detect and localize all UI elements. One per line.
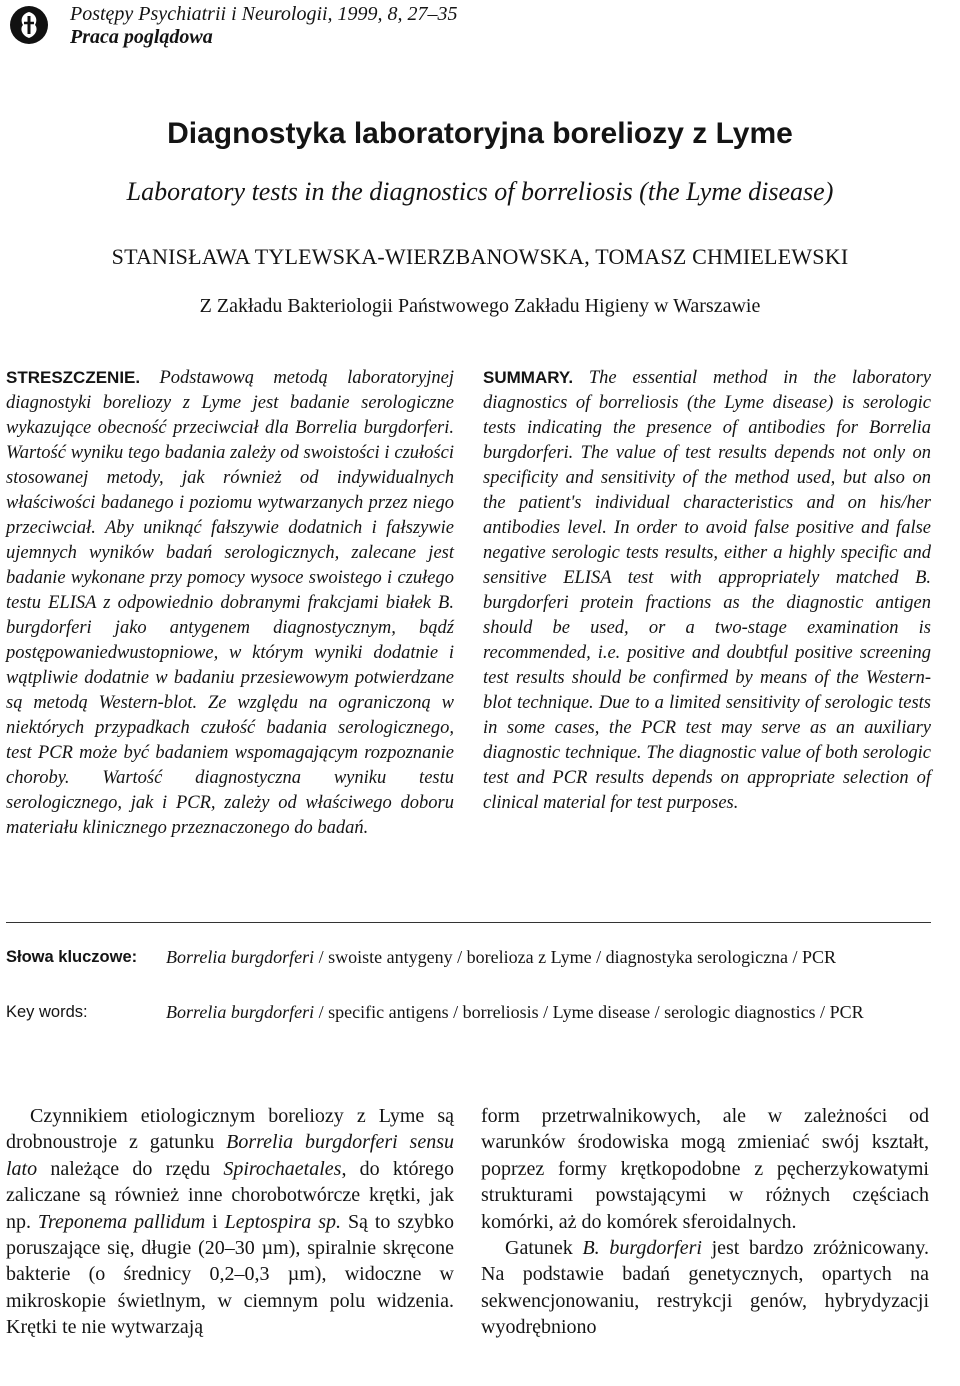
keywords-polish-text [166,945,936,969]
affiliation: Z Zakładu Bakteriologii Państwowego Zakładu Higieny w Warszawie [199,295,761,317]
journal-logo-icon [8,4,50,46]
abstract-polish-text: Podstawową metodą laboratoryjnej diagnostyki boreliozy z Lyme jest badanie serologiczne wykazujące obecność przeciwciał dla Borrelia burgdorferi. Wartość wyniku tego badania zależy od swoistości i czułości stosowanej metody, jak również od indywidualnych właściwości badanego i poziomu wytwarzanych przez niego przeciwciał. Aby uniknąć fałszywie dodatnich i fałszywie ujemnych wyników badań serologicznych, zalecane jest badanie wykonane przy pomocy wysoce swoistego i czułego testu ELISA z odpowiednio dobranymi frakcjami białek B. burgdorferi jako antygenem diagnostycznym, bądź postępowaniedwustopniowe, w którym wyniki dodatnie i wątpliwie dodatnie w badaniu przesiewowym potwierdzane są metodą Western-blot. Ze względu na ograniczoną w niektórych przypadkach czułość badania serologicznego, test PCR może być badaniem wspomagającym rozpoznanie choroby. Wartość diagnostyczna wyniku testu serologicznego, jak i PCR, zależy od właściwego doboru materiału klinicznego przeznaczonego do badań. [6,368,454,838]
journal-citation: Postępy Psychiatrii i Neurologii, 1999, 8, 27–35 [70,3,458,25]
keywords-polish-rest: / swoiste antygeny / borelioza z Lyme / diagnostyka serologiczna / PCR [314,947,837,967]
abstract-english-text: The essential method in the laboratory diagnostics of borreliosis (the Lyme disease) is serologic tests indicating the presence of antibodies for Borrelia burgdorferi. The value of test results depends not only on specificity and sensitivity of the method used, but also on the patient's individual characteristics and on his/her antibodies level. In order to avoid false positive and false negative serologic tests results, either a highly specific and sensitive ELISA test with appropriately matched B. burgdorferi protein fractions as the diagnostic antigen should be used, or a two-stage examination is recommended, i.e. positive and doubtful positive screening test results should be confirmed by means of the Western-blot technique. Due to a limited sensitivity of serologic tests in some cases, the PCR test may serve as an auxiliary diagnostic technique. The diagnostic value of both serologic test and PCR results depends on appropriate selection of clinical material for test purposes. [483,368,931,813]
body-text: Gatunek [505,1237,583,1260]
keywords-english-rest: / specific antigens / borreliosis / Lyme disease / serologic diagnostics / PCR [314,1002,864,1022]
journal-header [70,3,458,49]
body-paragraph: form przetrwalnikowych, ale w zależności od warunków środowiska mogą zmieniać swój kształt, poprzez formy krętkopodobne z pęcherzykowatymi strukturami powstającymi w różnych częściach komórki, aż do komórek sferoidalnych. [481,1105,929,1233]
body-column-left [6,1103,454,1341]
body-text: Czynnikiem etiologicznym boreliozy z Lyme są drobnoustroje z gatunku [6,1105,454,1154]
body-term: B. burgdorferi [582,1237,702,1260]
abstract-polish-label: STRESZCZENIE. [6,368,141,387]
authors: STANISŁAWA TYLEWSKA-WIERZBANOWSKA, TOMASZ CHMIELEWSKI [111,244,849,269]
body-text: Są to szybko poruszające się, długie (20–30 µm), spiralnie skręcone bakterie (o średnicy 0,2–0,3 µm), widoczne w mikroskopie świetlnym, w ciemnym polu widzenia. Krętki te nie wytwarzają [6,1210,454,1339]
body-term: Treponema pallidum [37,1210,206,1233]
article-type: Praca poglądowa [70,26,213,48]
body-term: Borrelia burgdorferi sensu lato [6,1131,455,1180]
keywords-polish-term: Borrelia burgdorferi [166,947,315,967]
body-term: Spirochaetales [223,1157,342,1180]
body-term: Leptospira sp. [224,1210,342,1233]
body-text: jest bardzo zróżnicowany. Na podstawie badań genetycznych, opartych na sekwencjonowaniu, restrykcji genów, hybrydyzacji wyodrębniono [481,1237,929,1339]
abstract-english-label: SUMMARY. [483,368,574,387]
abstract-polish [6,365,454,841]
keywords-english-text [166,1000,936,1024]
body-column-right [481,1103,929,1341]
article-subtitle: Laboratory tests in the diagnostics of borreliosis (the Lyme disease) [126,177,834,206]
abstract-english [483,365,931,816]
body-text: , do którego zaliczane są również inne chorobotwórcze krętki, jak np. [6,1157,455,1233]
body-paragraph [481,1235,929,1341]
body-text: i [205,1210,225,1233]
body-text: należące do rzędu [37,1157,224,1180]
keywords-polish-label: Słowa kluczowe: [6,948,138,966]
keywords-english-term: Borrelia burgdorferi [166,1002,315,1022]
keywords-english-label: Key words: [6,1003,88,1021]
article-title: Diagnostyka laboratoryjna boreliozy z Lyme [167,117,793,150]
divider [6,922,931,923]
